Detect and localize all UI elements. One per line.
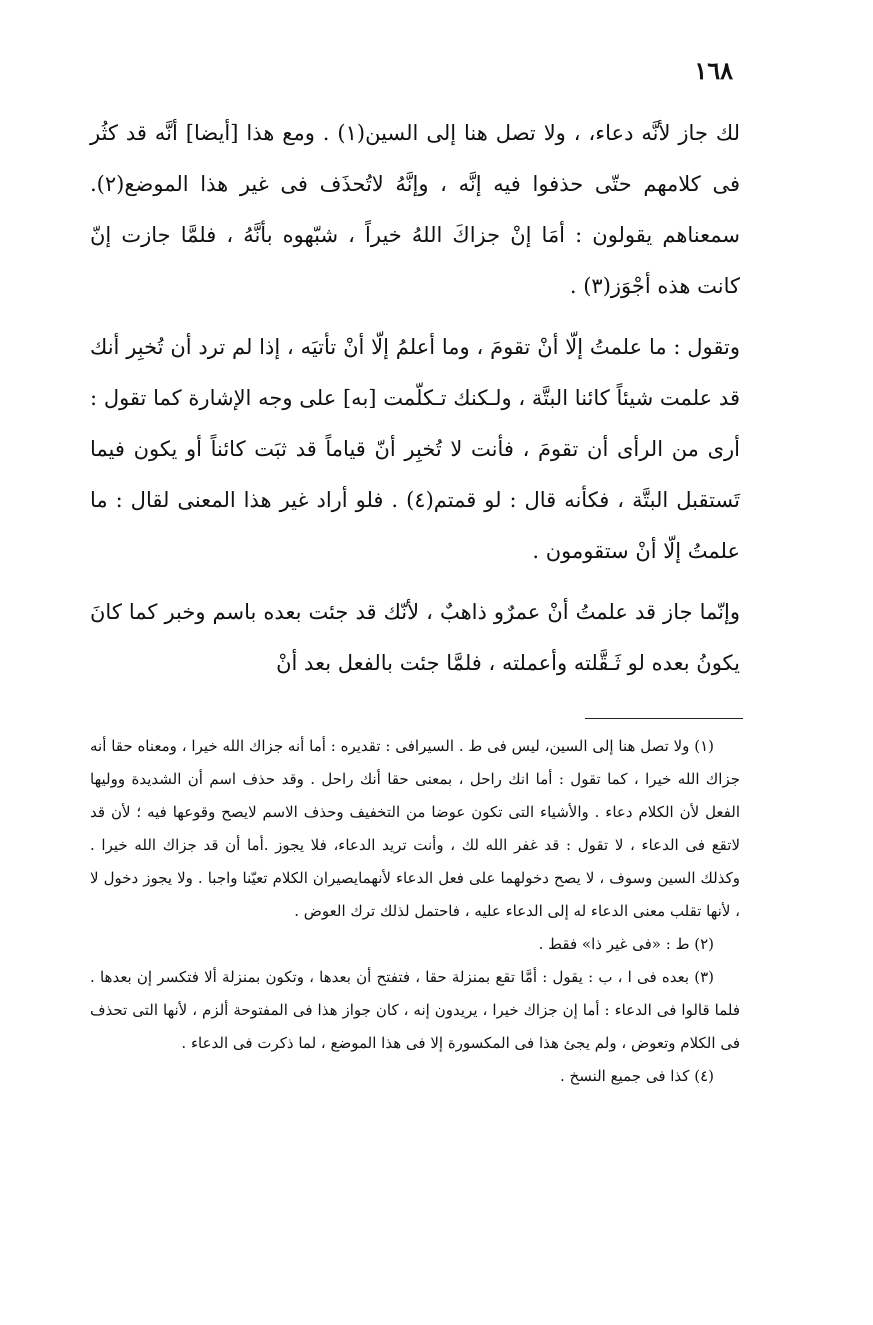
footnote-3: (٣) بعده فى ا ، ب : يقول : أمَّا تقع بمنزلة حقا ، فتفتح أن بعدها ، وتكون بمنزلة ألا فتكسر إن بعدها . فلما قالوا فى الدعاء : أما إن جزاك خيرا ، يريدون إنه ، كان جواز هذا فى المفتوحة ألزم ، لأنها التى تحذف فى الكلام وتعوض ، ولم يجئ هذا فى المكسورة إلا فى هذا الموضع ، لما ذكرت فى الدعاء . — [90, 968, 740, 1052]
main-paragraph-2: وتقول : ما علمتُ إلّا أنْ تقومَ ، وما أعلمُ إلّا أنْ تأتيَه ، إذا لم ترد أن تُخبِر أنك قد علمت شيئاً كائنا البتَّة ، ولـكنك تـكلّمت [به] على وجه الإشارة كما تقول : أرى من الرأى أن تقومَ ، فأنت لا تُخبِر أنّ قياماً قد ثبَت كائناً أو يكون فيما تَستقبل البتَّة ، فكأنه قال : لو قمتم(٤) . فلو أراد غير هذا المعنى لقال : ما علمتُ إلّا أنْ ستقومون . — [90, 335, 740, 563]
footnote-separator — [585, 718, 743, 719]
footnotes — [90, 730, 740, 1093]
main-paragraph-3: وإنّما جاز قد علمتُ أنْ عمرٌو ذاهبٌ ، لأنّك قد جئت بعده باسم وخبر كما كانَ يكونُ بعده لو ثَـقَّلته وأعملته ، فلمَّا جئت بالفعل بعد أنْ — [90, 600, 740, 675]
main-text — [90, 108, 740, 701]
main-paragraph-1: لك جاز لأنَّه دعاء، ، ولا تصل هنا إلى السين(١) . ومع هذا [أيضا] أنَّه قد كثُر فى كلامهم حتّى حذفوا فيه إنَّه ، وإنَّهُ لاتُحذَف فى غير هذا الموضع(٢). سمعناهم يقولون : أمَا إنْ جزاكَ اللهُ خيراً ، شبّهوه بأنَّهُ ، فلمَّا جازت إنّ كانت هذه أجْوَز(٣) . — [90, 121, 740, 298]
footnote-2: (٢) ط : «فى غير ذا» فقط . — [538, 935, 714, 953]
footnote-4: (٤) كذا فى جميع النسخ . — [559, 1067, 714, 1085]
footnote-1: (١) ولا تصل هنا إلى السين، ليس فى ط . السيرافى : تقديره : أما أنه جزاك الله خيرا ، ومعناه حقا أنه جزاك الله خيرا ، كما تقول : أما انك راحل ، بمعنى حقا أنك راحل . وقد حذف اسم أن الشديدة ووليها الفعل لأن الكلام دعاء . والأشياء التى تكون عوضا من التخفيف وحذف الاسم لايصح وقوعها فيه ؛ لأن قد لاتقع فى الدعاء ، لا تقول : قد غفر الله لك ، وأنت تريد الدعاء، فلا يجوز .أما أن قد جزاك الله خيرا . وكذلك السين وسوف ، لا يصح دخولهما على فعل الدعاء لأنهمايصيران الكلام تعيّنا واجبا . ولا يجوز دخول لا ، لأنها تقلب معنى الدعاء له إلى الدعاء عليه ، فاحتمل لذلك ترك العوض . — [90, 737, 740, 920]
page-number: ١٦٨ — [694, 56, 733, 85]
